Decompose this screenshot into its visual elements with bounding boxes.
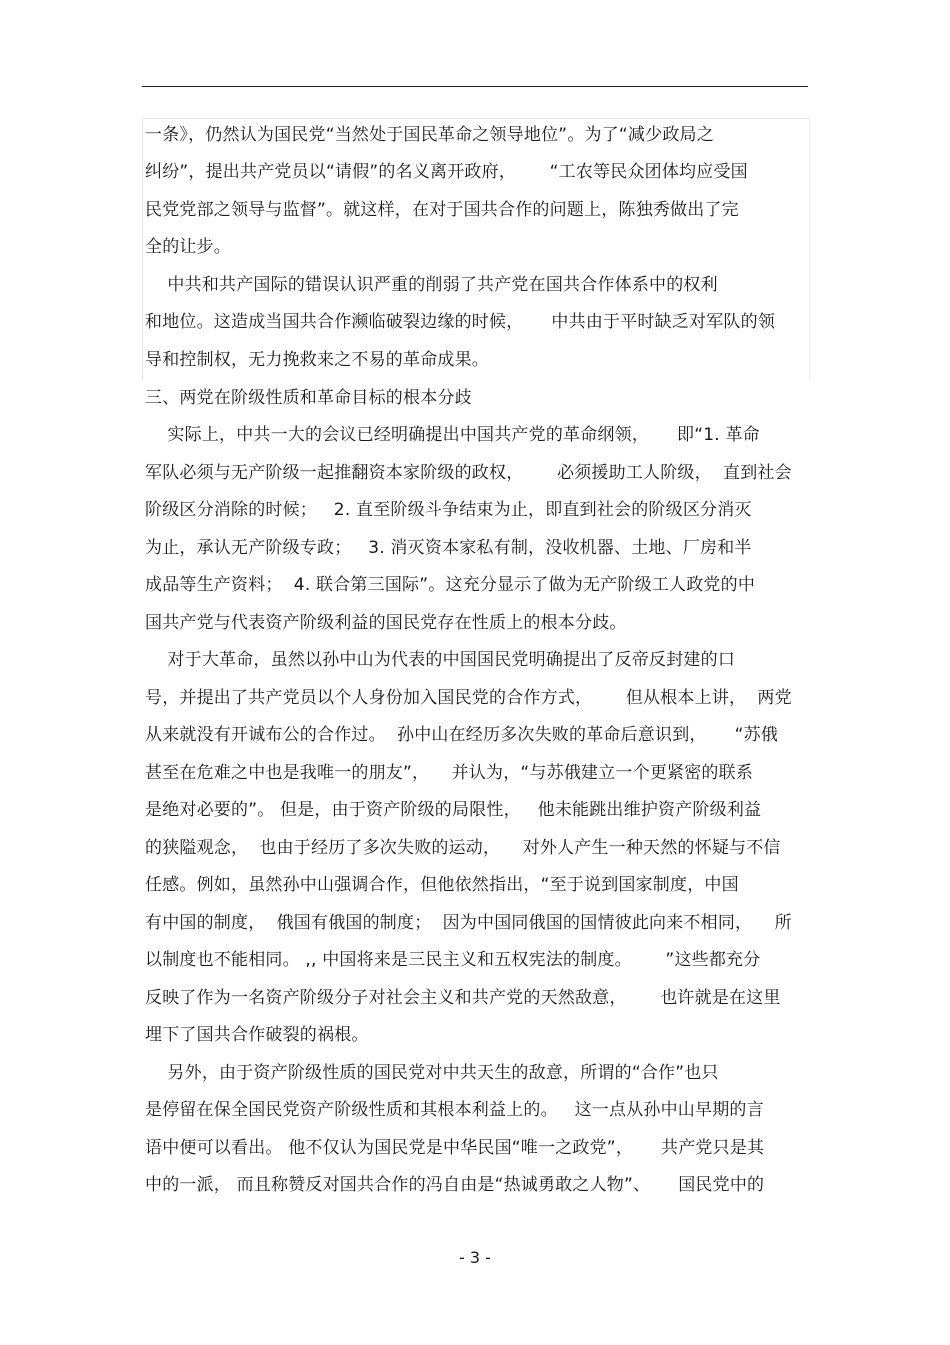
text-line: 一条》，仍然认为国民党“当然处于国民革命之领导地位”。为了“减少政局之 <box>145 125 714 145</box>
text-line: 号，并提出了共产党员以个人身份加入国民党的合作方式， 但从根本上讲， 两党 <box>145 688 792 708</box>
text-line: 有中国的制度， 俄国有俄国的制度； 因为中国同俄国的国情彼此向来不相同， 所 <box>145 913 792 933</box>
text-line: 实际上，中共一大的会议已经明确提出中国共产党的革命纲领， 即“1. 革命 <box>145 425 760 445</box>
header-rule <box>142 86 808 87</box>
text-line: 是绝对必要的”。 但是，由于资产阶级的局限性， 他未能跳出维护资产阶级利益 <box>145 800 762 820</box>
text-line: 对于大革命，虽然以孙中山为代表的中国国民党明确提出了反帝反封建的口 <box>145 650 736 670</box>
text-line: 为止，承认无产阶级专政； 3. 消灭资本家私有制，没收机器、土地、厂房和半 <box>145 538 752 558</box>
text-line: 民党党部之领导与监督”。就这样，在对于国共合作的问题上，陈独秀做出了完 <box>145 200 739 220</box>
text-line: 另外，由于资产阶级性质的国民党对中共天生的敌意，所谓的“合作”也只 <box>145 1063 719 1083</box>
text-line: 阶级区分消除的时候； 2. 直至阶级斗争结束为止，即直到社会的阶级区分消灭 <box>145 500 752 520</box>
text-line: 的狭隘观念， 也由于经历了多次失败的运动， 对外人产生一种天然的怀疑与不信 <box>145 838 781 858</box>
text-line: 军队必须与无产阶级一起推翻资本家阶级的政权， 必须援助工人阶级， 直到社会 <box>145 463 792 483</box>
text-line: 埋下了国共合作破裂的祸根。 <box>145 1025 369 1045</box>
page-number: - 3 - <box>459 1248 491 1267</box>
text-line: 任感。例如，虽然孙中山强调合作，但他依然指出，“至于说到国家制度，中国 <box>145 875 739 895</box>
text-line: 国共产党与代表资产阶级利益的国民党存在性质上的根本分歧。 <box>145 613 627 633</box>
quoted-block-border <box>142 118 810 381</box>
text-line: 语中便可以看出。 他不仅认为国民党是中华民国“唯一之政党”， 共产党只是其 <box>145 1138 765 1158</box>
section-heading: 三、两党在阶级性质和革命目标的根本分歧 <box>145 388 472 408</box>
text-line: 中的一派， 而且称赞反对国共合作的冯自由是“热诚勇敢之人物”、 国民党中的 <box>145 1175 765 1195</box>
text-line: 和地位。这造成当国共合作濒临破裂边缘的时候， 中共由于平时缺乏对军队的领 <box>145 312 776 332</box>
text-line: 全的让步。 <box>145 237 231 257</box>
text-line: 是停留在保全国民党资产阶级性质和其根本利益上的。 这一点从孙中山早期的言 <box>145 1100 764 1120</box>
text-line: 甚至在危难之中也是我唯一的朋友”， 并认为，“与苏俄建立一个更紧密的联系 <box>145 763 754 783</box>
text-line: 从来就没有开诚布公的合作过。 孙中山在经历多次失败的革命后意识到， “苏俄 <box>145 725 779 745</box>
text-line: 导和控制权，无力挽救来之不易的革命成果。 <box>145 350 489 370</box>
text-line: 反映了作为一名资产阶级分子对社会主义和共产党的天然敌意， 也许就是在这里 <box>145 988 781 1008</box>
text-line: 以制度也不能相同。 ,, 中国将来是三民主义和五权宪法的制度。 ”这些都充分 <box>145 950 761 970</box>
text-line: 中共和共产国际的错误认识严重的削弱了共产党在国共合作体系中的权利 <box>145 275 718 295</box>
text-line: 纠纷”，提出共产党员以“请假”的名义离开政府， “工农等民众团体均应受国 <box>145 162 748 182</box>
text-line: 成品等生产资料； 4. 联合第三国际”。这充分显示了做为无产阶级工人政党的中 <box>145 575 756 595</box>
